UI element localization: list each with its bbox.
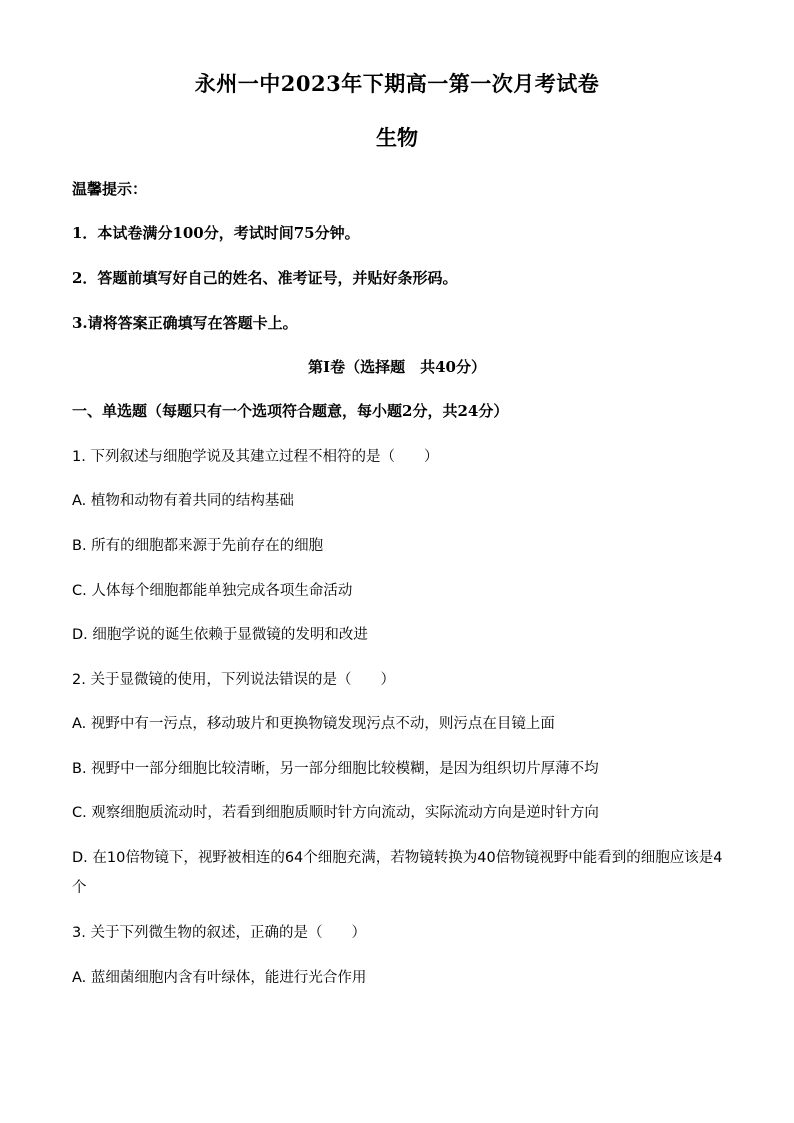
question-option: A. 视野中有一污点，移动玻片和更换物镜发现污点不动，则污点在目镜上面 xyxy=(72,716,555,732)
question-option: D. 在10倍物镜下，视野被相连的64个细胞充满，若物镜转换为40倍物镜视野中能看到的细胞应该是4 xyxy=(72,850,723,866)
notice-item: 1．本试卷满分100分，考试时间75分钟。 xyxy=(72,224,360,242)
question-option: A. 蓝细菌细胞内含有叶绿体，能进行光合作用 xyxy=(72,970,367,986)
part-title: 一、单选题（每题只有一个选项符合题意，每小题2分，共24分） xyxy=(72,402,509,420)
notice-item: 3.请将答案正确填写在答题卡上。 xyxy=(72,314,298,332)
notice-item: 2．答题前填写好自己的姓名、准考证号，并贴好条形码。 xyxy=(72,269,458,287)
question-option: C. 观察细胞质流动时，若看到细胞质顺时针方向流动，实际流动方向是逆时针方向 xyxy=(72,805,599,821)
question-option: C. 人体每个细胞都能单独完成各项生命活动 xyxy=(72,583,353,599)
subject-title: 生物 xyxy=(376,125,418,150)
question-stem: 1. 下列叙述与细胞学说及其建立过程不相符的是（ ） xyxy=(72,449,439,465)
question-option: B. 所有的细胞都来源于先前存在的细胞 xyxy=(72,538,324,554)
question-option: A. 植物和动物有着共同的结构基础 xyxy=(72,493,294,509)
page-title: 永州一中2023年下期高一第一次月考试卷 xyxy=(194,71,600,96)
question-stem: 2. 关于显微镜的使用，下列说法错误的是（ ） xyxy=(72,672,395,688)
question-option-continuation: 个 xyxy=(72,880,87,896)
notice-heading: 温馨提示： xyxy=(72,180,148,198)
section-title: 第I卷（选择题 共40分） xyxy=(308,358,486,376)
question-option: D. 细胞学说的诞生依赖于显微镜的发明和改进 xyxy=(72,627,368,643)
question-stem: 3. 关于下列微生物的叙述，正确的是（ ） xyxy=(72,925,366,941)
question-option: B. 视野中一部分细胞比较清晰，另一部分细胞比较模糊，是因为组织切片厚薄不均 xyxy=(72,761,599,777)
